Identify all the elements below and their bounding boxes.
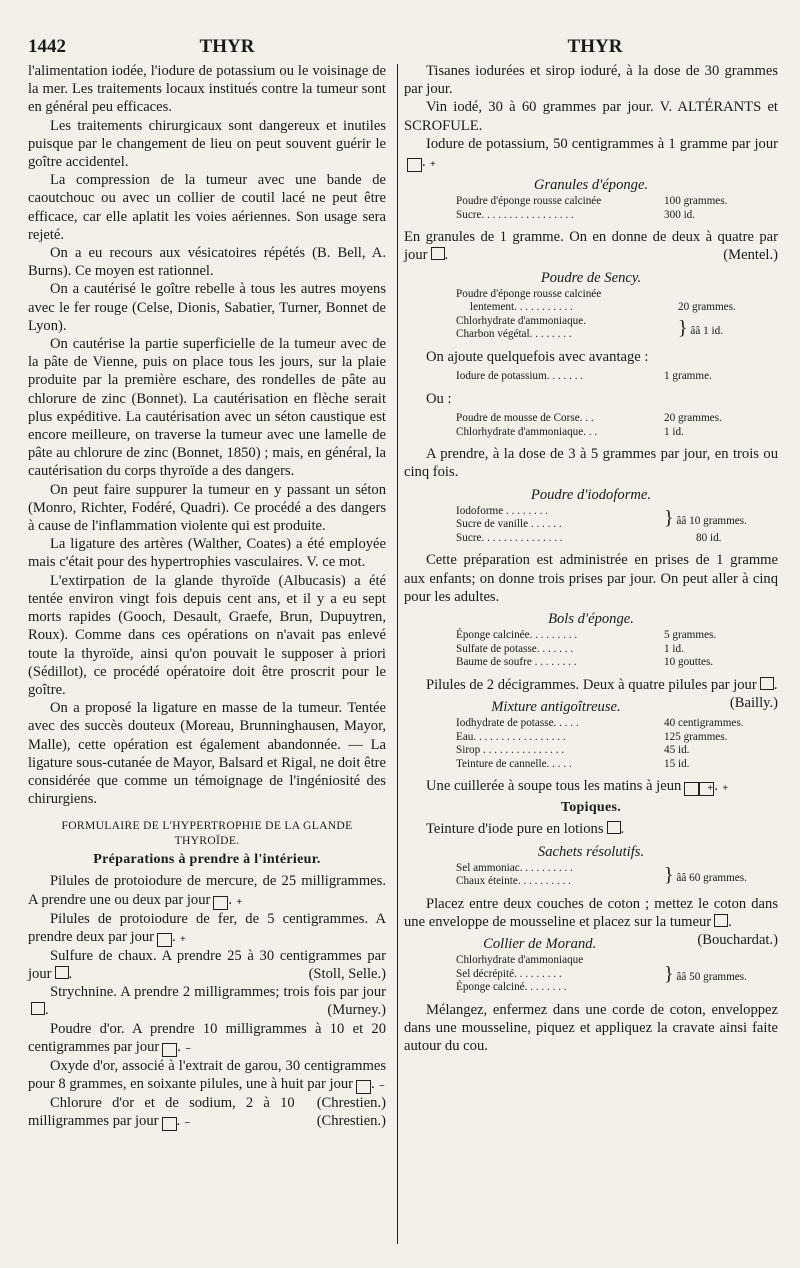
quantity: 1 gramme.: [664, 370, 712, 383]
citation: (Chrestien.): [316, 1094, 386, 1111]
ingredient: Sucre. . . . . . . . . . . . . . .: [456, 531, 563, 544]
recipe-sachets: [404, 843, 778, 889]
formula-text: Placez entre deux couches de coton ; mettez le coton dans une enveloppe de mousseline et placez sur la tumeur: [404, 895, 778, 930]
citation: (Murney.): [327, 1002, 386, 1019]
paragraph: Pilules de 2 décigrammes. Deux à quatre pilules par jour . (Bailly.): [426, 676, 778, 711]
quantity: ââ 10 grammes.: [676, 514, 747, 527]
ingredient: Chlorhydrate d'ammoniaque: [456, 954, 584, 967]
brace-icon: }: [664, 963, 674, 986]
formula-item: Chlorure d'or et de sodium, 2 à 10 milligrammes par jour −. (Chrestien.): [28, 1094, 386, 1130]
citation: (Chrestien.): [316, 1113, 386, 1130]
recipe-iodoforme: [404, 486, 778, 546]
ingredient: Sucre. . . . . . . . . . . . . . . . .: [456, 208, 574, 221]
daily-dose-icon: [431, 247, 445, 260]
quantity: 1 id.: [664, 425, 684, 438]
minus-dose-icon: −: [356, 1080, 371, 1094]
twice-daily-icon: +: [684, 782, 699, 796]
citation: (Bouchardat.): [697, 932, 778, 949]
paragraph: On a cautérisé le goître rebelle à tous les autres moyens avec le fer rouge (Celse, Dionis, Sabatier, Turner, Bonnet de Lyon).: [28, 281, 386, 334]
formula-text: Pilules de protoiodure de mercure, de 25 milligrammes. A prendre une ou deux par jour: [28, 873, 386, 908]
daily-dose-icon: [31, 1002, 45, 1015]
daily-dose-icon: [714, 914, 728, 927]
paragraph: Tisanes iodurées et sirop ioduré, à la dose de 30 grammes par jour.: [404, 63, 778, 98]
recipe-title: Collier de Morand.: [483, 936, 597, 953]
quantity: ââ 1 id.: [690, 325, 724, 338]
formula-text: Strychnine. A prendre 2 milligrammes; trois fois par jour: [50, 984, 386, 1001]
ingredient: Chlorhydrate d'ammoniaque.: [456, 314, 587, 327]
paragraph: La ligature des artères (Walther, Coates) a été employée mais c'était pour des hypertrophies vasculaires. V. ce mot.: [28, 536, 386, 571]
recipe-bols: [404, 610, 778, 670]
quantity: 40 centigrammes.: [664, 716, 744, 729]
formula-text: Poudre d'or. A prendre 10 milligrammes à 10 et 20 centigrammes par jour: [28, 1020, 386, 1055]
citation: (Bailly.): [729, 694, 778, 711]
paragraph: Une cuillerée à soupe tous les matins à jeun + +.: [426, 778, 729, 795]
recipe-title: Sachets résolutifs.: [537, 843, 645, 860]
paragraph: l'alimentation iodée, l'iodure de potassium ou le voisinage de la mer. Les traitements locaux institués contre la tumeur sont en général peu efficaces.: [28, 63, 386, 116]
ingredient: Sulfate de potasse. . . . . . .: [456, 642, 574, 655]
formula-item: Pilules de protoiodure de mercure, de 25 milligrammes. A prendre une ou deux par jour +.: [28, 873, 386, 908]
paragraph: On a proposé la ligature en masse de la tumeur. Tentée avec des succès douteux (Moreau, Brunninghausen, Mayor, Malle), cette opération est également abandonnée. — La ligature sous-cutanée de Mayor, Balsard et Rigal, ne doit être considérée que comme un témoignage de l'ingéniosité des chirurgiens.: [28, 700, 386, 808]
quantity: 300 id.: [664, 208, 696, 221]
formula-text: Chlorure d'or et de sodium, 2 à 10 milligrammes par jour: [28, 1094, 295, 1130]
ingredient: Chaux éteinte. . . . . . . . . .: [456, 875, 571, 888]
left-column: [28, 62, 386, 1131]
ingredient: Sucre de vanille . . . . . .: [456, 518, 562, 531]
paragraph: Mélangez, enfermez dans une corde de coton, enveloppez dans une mousseline, piquez et appliquez la cravate ainsi faite autour du cou.: [404, 1001, 778, 1055]
twice-daily-icon: +: [407, 158, 422, 172]
formula-item: Sulfure de chaux. A prendre 25 à 30 centigrammes par jour . (Stoll, Selle.): [28, 947, 386, 982]
recipe-title: Mixture antigoîtreuse.: [491, 698, 621, 715]
section-subtitle: Préparations à prendre à l'intérieur.: [93, 852, 321, 868]
daily-dose-icon: [607, 821, 621, 834]
recipe-title: Poudre d'iodoforme.: [530, 486, 652, 503]
minus-dose-icon: −: [162, 1043, 177, 1057]
quantity: 20 grammes.: [678, 301, 736, 314]
formula-item: Pilules de protoiodure de fer, de 5 centigrammes. A prendre deux par jour +.: [28, 910, 386, 945]
quantity: 125 grammes.: [664, 730, 728, 743]
ingredient: lentement. . . . . . . . . . .: [470, 301, 573, 314]
ingredient: Chlorhydrate d'ammoniaque. . .: [456, 425, 598, 438]
quantity: 10 gouttes.: [664, 656, 714, 669]
twice-daily-icon: +: [699, 782, 714, 796]
ingredient: Iodure de potassium. . . . . . .: [456, 370, 584, 383]
quantity: 20 grammes.: [664, 411, 722, 424]
brace-icon: }: [664, 863, 674, 886]
section-subtitle: Topiques.: [560, 800, 622, 816]
recipe-title: Bols d'éponge.: [548, 610, 634, 627]
formula-text: Teinture d'iode pure en lotions: [426, 821, 604, 838]
formula-item: Oxyde d'or, associé à l'extrait de garou, 30 centigrammes pour 8 grammes, en soixante pilules, une à huit par jour −. (Chrestien.): [28, 1057, 386, 1111]
ingredient: Sel décrépité. . . . . . . . .: [456, 967, 562, 980]
brace-icon: }: [678, 317, 688, 340]
paragraph: La compression de la tumeur avec une bande de caoutchouc ou avec un collier de coutil lacé ne peut être efficace, car elle aplatit les voies aériennes. Son usage sera rejeté.: [28, 172, 386, 243]
formula-text: Oxyde d'or, associé à l'extrait de garou, 30 centigrammes pour 8 grammes, en soixante pilules, une à huit par jour: [28, 1057, 386, 1092]
quantity: ââ 60 grammes.: [676, 871, 747, 884]
page-number: 1442: [28, 36, 66, 57]
paragraph: Les traitements chirurgicaux sont dangereux et inutiles puisque par le changement de lieu on peut souvent guérir le goître accidentel.: [28, 117, 386, 171]
formula-text: Pilules de 2 décigrammes. Deux à quatre pilules par jour: [426, 676, 757, 693]
paragraph: L'extirpation de la glande thyroïde (Albucasis) a été tentée environ vingt fois depuis cent ans, et il y a eu sept morts rapides (Gooch, Desault, Graefe, Brun, Dupuytren, Roux). Comme dans ces opérations on n'avait pas enlevé toute la thyroïde, ainsi qu'on pouvait le supposer à priori (Sédillot), ce procédé opératoire doit être proscrit pour le goître.: [28, 572, 386, 698]
recipe-sency: [404, 269, 778, 342]
quantity: 45 id.: [664, 744, 690, 757]
recipe-iodure: [404, 370, 778, 384]
formula-text: Une cuillerée à soupe tous les matins à jeun: [426, 778, 682, 795]
paragraph: On peut faire suppurer la tumeur en y passant un séton (Monro, Richter, Fodéré, Quadri). Ce procédé a des dangers à cause de l'inflammation violente qui est produite.: [28, 481, 386, 535]
paragraph: On cautérise la partie superficielle de la tumeur avec de la pâte de Vienne, puis on place tous les jours, sur la plaie produite par la première eschare, des rondelles de pâte au chlorure de zinc (Bonnet). La cautérisation en flèche serait plus expéditive. La cautérisation avec un séton caustique est encore meilleure, on traverse la tumeur avec une lamelle de pâte au chlorure de zinc (Bonnet, 1850) ; mais, en général, la cautérisation du corps thyroïde a des dangers.: [28, 336, 386, 480]
recipe-mousse: [404, 412, 778, 439]
quantity: ââ 50 grammes.: [676, 971, 747, 984]
paragraph: Cette préparation est administrée en prises de 1 gramme aux enfants; on donne trois prises par jour. On peut aller à cinq pour les adultes.: [404, 552, 778, 605]
paragraph: On ajoute quelquefois avec avantage :: [426, 348, 649, 365]
paragraph: Teinture d'iode pure en lotions .: [426, 821, 625, 838]
quantity: 100 grammes.: [664, 195, 728, 208]
ingredient: Éponge calciné. . . . . . . .: [456, 981, 567, 994]
formula-text: En granules de 1 gramme. On en donne de deux à quatre par jour: [404, 229, 778, 264]
running-head-left: THYR: [199, 36, 255, 57]
citation: (Mentel.): [723, 247, 778, 264]
paragraph: Ou :: [426, 390, 452, 407]
ingredient: Poudre d'éponge rousse calcinée: [456, 287, 602, 300]
right-column: [404, 62, 778, 1056]
ingredient: Poudre d'éponge rousse calcinée: [456, 195, 602, 208]
minus-dose-icon: −: [162, 1117, 177, 1131]
formula-text: Iodure de potassium, 50 centigrammes à 1 gramme par jour: [426, 135, 778, 152]
paragraph: Vin iodé, 30 à 60 grammes par jour. V. ALTÉRANTS et SCROFULE.: [404, 99, 778, 134]
recipe-title: Poudre de Sency.: [540, 269, 642, 286]
ingredient: Éponge calcinée. . . . . . . . .: [456, 628, 578, 641]
section-title: FORMULAIRE DE L'HYPERTROPHIE DE LA GLANDE THYROÏDE.: [61, 819, 353, 848]
ingredient: Sirop . . . . . . . . . . . . . . .: [456, 744, 565, 757]
ingredient: Teinture de cannelle. . . . .: [456, 757, 572, 770]
column-divider: [397, 64, 398, 1244]
paragraph: On a eu recours aux vésicatoires répétés (B. Bell, A. Burns). Ce moyen est rationnel.: [28, 245, 386, 280]
recipe-title: Granules d'éponge.: [533, 177, 649, 194]
formula-text: Pilules de protoiodure de fer, de 5 centigrammes. A prendre deux par jour: [28, 910, 386, 945]
twice-daily-icon: +: [157, 933, 172, 947]
ingredient: Charbon végétal. . . . . . . .: [456, 328, 572, 341]
brace-icon: }: [664, 506, 674, 529]
ingredient: Iodoforme . . . . . . . .: [456, 504, 548, 517]
recipe-granules: [404, 176, 778, 222]
twice-daily-icon: +: [213, 896, 228, 910]
formula-text: Sulfure de chaux. A prendre 25 à 30 centigrammes par jour: [28, 947, 386, 982]
paragraph: En granules de 1 gramme. On en donne de deux à quatre par jour . (Mentel.): [404, 229, 778, 264]
paragraph: A prendre, à la dose de 3 à 5 grammes par jour, en trois ou cinq fois.: [404, 446, 778, 481]
quantity: 80 id.: [696, 531, 722, 544]
ingredient: Sel ammoniac. . . . . . . . . .: [456, 861, 573, 874]
paragraph: Iodure de potassium, 50 centigrammes à 1 gramme par jour+.: [404, 135, 778, 172]
daily-dose-icon: [55, 966, 69, 979]
ingredient: Baume de soufre . . . . . . . .: [456, 656, 577, 669]
quantity: 1 id.: [664, 642, 684, 655]
ingredient: Iodhydrate de potasse. . . . .: [456, 716, 579, 729]
paragraph: Placez entre deux couches de coton ; mettez le coton dans une enveloppe de mousseline et placez sur la tumeur . (Bouchardat.): [404, 895, 778, 949]
running-head-right: THYR: [567, 36, 623, 57]
formula-item: Poudre d'or. A prendre 10 milligrammes à 10 et 20 centigrammes par jour −.: [28, 1020, 386, 1055]
citation: (Stoll, Selle.): [308, 965, 386, 982]
ingredient: Eau. . . . . . . . . . . . . . . . .: [456, 730, 566, 743]
daily-dose-icon: [760, 677, 774, 690]
quantity: 15 id.: [664, 757, 690, 770]
formula-item: Strychnine. A prendre 2 milligrammes; trois fois par jour. (Murney.): [28, 983, 386, 1019]
quantity: 5 grammes.: [664, 628, 717, 641]
ingredient: Poudre de mousse de Corse. . .: [456, 411, 594, 424]
